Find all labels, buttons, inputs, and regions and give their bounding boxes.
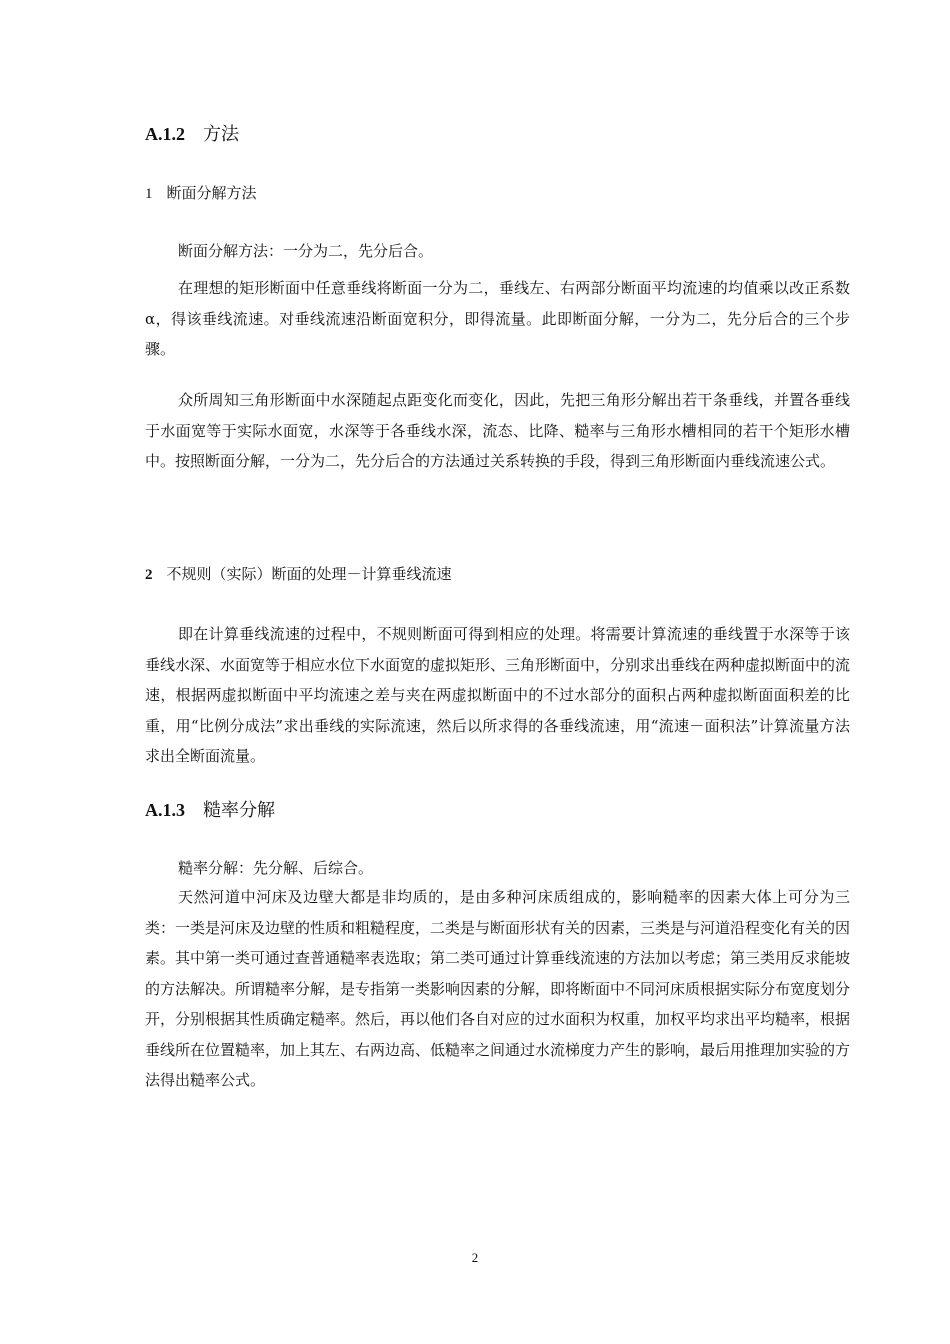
paragraph-roughness-summary: 糙率分解：先分解、后综合。	[178, 859, 374, 877]
subsection-number: 2	[145, 567, 153, 583]
section-number: A.1.2	[145, 124, 185, 144]
subsection-title: 不规则（实际）断面的处理－计算垂线流速	[166, 565, 452, 583]
paragraph-method-summary: 断面分解方法：一分为二，先分后合。	[178, 242, 434, 260]
section-title: 方法	[203, 124, 239, 145]
subsection-heading-1	[145, 182, 257, 203]
paragraph-rectangular-section: 在理想的矩形断面中任意垂线将断面一分为二，垂线左、右两部分断面平均流速的均值乘以改正系数α，得该垂线流速。对垂线流速沿断面宽积分，即得流量。此即断面分解，一分为二，先分后合的三个步骤。	[145, 279, 850, 358]
paragraph-irregular-section: 即在计算垂线流速的过程中，不规则断面可得到相应的处理。将需要计算流速的垂线置于水深等于该垂线水深、水面宽等于相应水位下水面宽的虚拟矩形、三角形断面中，分别求出垂线在两种虚拟断面中的流速，根据两虚拟断面中平均流速之差与夹在两虚拟断面中的不过水部分的面积占两种虚拟断面面积差的比重，用“比例分成法”求出垂线的实际流速，然后以所求得的各垂线流速，用“流速－面积法”计算流量方法求出全断面流量。	[145, 625, 851, 765]
subsection-title: 断面分解方法	[166, 184, 257, 202]
section-heading-a12	[145, 120, 239, 146]
paragraph-triangular-section: 众所周知三角形断面中水深随起点距变化而变化，因此，先把三角形分解出若干条垂线，并置各垂线于水面宽等于实际水面宽，水深等于各垂线水深，流态、比降、糙率与三角形水槽相同的若干个矩形水槽中。按照断面分解，一分为二，先分后合的方法通过关系转换的手段，得到三角形断面内垂线流速公式。	[145, 391, 850, 470]
page-number: 2	[471, 1250, 479, 1265]
section-number: A.1.3	[145, 800, 185, 820]
subsection-number: 1	[145, 186, 153, 202]
section-title: 糙率分解	[203, 800, 275, 821]
section-heading-a13	[145, 796, 275, 822]
paragraph-roughness-decomposition: 天然河道中河床及边壁大都是非均质的，是由多种河床质组成的，影响糙率的因素大体上可分为三类：一类是河床及边壁的性质和粗糙程度，二类是与断面形状有关的因素，三类是与河道沿程变化有关的因素。其中第一类可通过查普通糙率表选取；第二类可通过计算垂线流速的方法加以考虑；第三类用反求能坡的方法解决。所谓糙率分解，是专指第一类影响因素的分解，即将断面中不同河床质根据实际分布宽度划分开，分别根据其性质确定糙率。然后，再以他们各自对应的过水面积为权重，加权平均求出平均糙率，根据垂线所在位置糙率，加上其左、右两边高、低糙率之间通过水流梯度力产生的影响，最后用推理加实验的方法得出糙率公式。	[145, 888, 851, 1089]
subsection-heading-2	[145, 563, 452, 584]
